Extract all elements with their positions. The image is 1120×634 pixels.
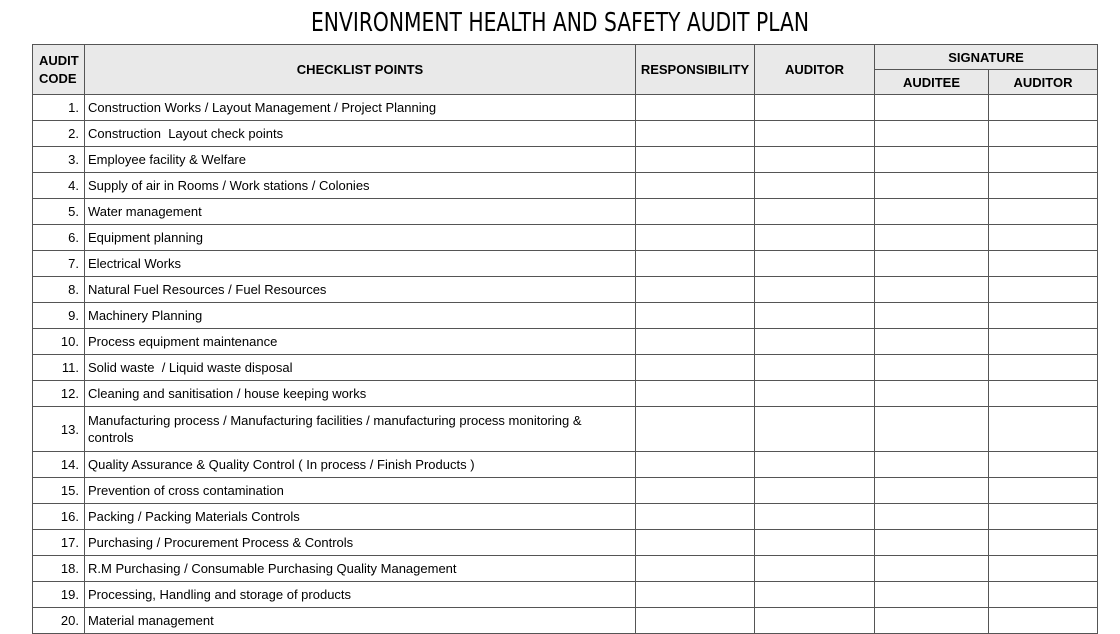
- auditor-cell[interactable]: [755, 530, 875, 556]
- responsibility-cell[interactable]: [636, 381, 755, 407]
- auditee-signature-cell[interactable]: [875, 452, 989, 478]
- header-signature: SIGNATURE: [875, 45, 1098, 70]
- audit-code-cell: 18.: [33, 556, 85, 582]
- responsibility-cell[interactable]: [636, 225, 755, 251]
- checklist-point-cell: Process equipment maintenance: [85, 329, 636, 355]
- audit-code-cell: 11.: [33, 355, 85, 381]
- checklist-point-cell: Construction Layout check points: [85, 121, 636, 147]
- auditor-signature-cell[interactable]: [989, 582, 1098, 608]
- responsibility-cell[interactable]: [636, 329, 755, 355]
- responsibility-cell[interactable]: [636, 504, 755, 530]
- checklist-point-cell: Quality Assurance & Quality Control ( In process / Finish Products ): [85, 452, 636, 478]
- responsibility-cell[interactable]: [636, 478, 755, 504]
- header-signature-auditee: AUDITEE: [875, 70, 989, 95]
- table-row: [33, 121, 1098, 147]
- checklist-point-cell: Material management: [85, 608, 636, 634]
- audit-code-cell: 15.: [33, 478, 85, 504]
- auditee-signature-cell[interactable]: [875, 478, 989, 504]
- auditor-cell[interactable]: [755, 478, 875, 504]
- header-auditor: AUDITOR: [755, 45, 875, 95]
- checklist-point-cell: Equipment planning: [85, 225, 636, 251]
- auditor-signature-cell[interactable]: [989, 407, 1098, 452]
- auditee-signature-cell[interactable]: [875, 407, 989, 452]
- table-row: [33, 582, 1098, 608]
- auditee-signature-cell[interactable]: [875, 251, 989, 277]
- audit-code-cell: 14.: [33, 452, 85, 478]
- responsibility-cell[interactable]: [636, 95, 755, 121]
- responsibility-cell[interactable]: [636, 199, 755, 225]
- auditor-cell[interactable]: [755, 504, 875, 530]
- auditor-cell[interactable]: [755, 121, 875, 147]
- auditee-signature-cell[interactable]: [875, 121, 989, 147]
- auditee-signature-cell[interactable]: [875, 225, 989, 251]
- auditee-signature-cell[interactable]: [875, 355, 989, 381]
- responsibility-cell[interactable]: [636, 251, 755, 277]
- table-row: [33, 95, 1098, 121]
- audit-code-cell: 20.: [33, 608, 85, 634]
- auditor-cell[interactable]: [755, 95, 875, 121]
- checklist-point-cell: Supply of air in Rooms / Work stations / Colonies: [85, 173, 636, 199]
- responsibility-cell[interactable]: [636, 355, 755, 381]
- auditor-cell[interactable]: [755, 251, 875, 277]
- header-audit-code-line2: CODE: [39, 70, 77, 86]
- audit-code-cell: 2.: [33, 121, 85, 147]
- checklist-point-cell: Employee facility & Welfare: [85, 147, 636, 173]
- auditor-cell[interactable]: [755, 147, 875, 173]
- audit-code-cell: 16.: [33, 504, 85, 530]
- auditor-signature-cell[interactable]: [989, 329, 1098, 355]
- audit-code-cell: 17.: [33, 530, 85, 556]
- audit-code-cell: 3.: [33, 147, 85, 173]
- auditee-signature-cell[interactable]: [875, 530, 989, 556]
- checklist-point-cell: Purchasing / Procurement Process & Controls: [85, 530, 636, 556]
- checklist-point-cell: Packing / Packing Materials Controls: [85, 504, 636, 530]
- auditee-signature-cell[interactable]: [875, 147, 989, 173]
- auditor-signature-cell[interactable]: [989, 303, 1098, 329]
- audit-code-cell: 6.: [33, 225, 85, 251]
- auditee-signature-cell[interactable]: [875, 329, 989, 355]
- table-row: [33, 329, 1098, 355]
- responsibility-cell[interactable]: [636, 556, 755, 582]
- checklist-point-cell: Solid waste / Liquid waste disposal: [85, 355, 636, 381]
- audit-code-cell: 10.: [33, 329, 85, 355]
- auditor-signature-cell[interactable]: [989, 381, 1098, 407]
- auditor-signature-cell[interactable]: [989, 173, 1098, 199]
- responsibility-cell[interactable]: [636, 582, 755, 608]
- auditor-signature-cell[interactable]: [989, 199, 1098, 225]
- auditor-signature-cell[interactable]: [989, 121, 1098, 147]
- header-checklist-points: CHECKLIST POINTS: [85, 45, 636, 95]
- auditee-signature-cell[interactable]: [875, 277, 989, 303]
- table-row: [33, 530, 1098, 556]
- checklist-point-cell: Manufacturing process / Manufacturing facilities / manufacturing process monitoring & controls: [85, 407, 636, 452]
- auditor-cell[interactable]: [755, 225, 875, 251]
- auditor-signature-cell[interactable]: [989, 452, 1098, 478]
- auditor-signature-cell[interactable]: [989, 251, 1098, 277]
- table-row: [33, 355, 1098, 381]
- table-row: [33, 381, 1098, 407]
- auditor-signature-cell[interactable]: [989, 147, 1098, 173]
- auditee-signature-cell[interactable]: [875, 303, 989, 329]
- auditor-cell[interactable]: [755, 303, 875, 329]
- table-row: [33, 251, 1098, 277]
- auditor-cell[interactable]: [755, 407, 875, 452]
- table-row: [33, 225, 1098, 251]
- table-row: [33, 478, 1098, 504]
- auditor-signature-cell[interactable]: [989, 504, 1098, 530]
- header-audit-code-line1: AUDIT: [39, 52, 79, 68]
- auditor-signature-cell[interactable]: [989, 95, 1098, 121]
- auditee-signature-cell[interactable]: [875, 381, 989, 407]
- audit-code-cell: 1.: [33, 95, 85, 121]
- audit-code-cell: 8.: [33, 277, 85, 303]
- audit-code-cell: 9.: [33, 303, 85, 329]
- checklist-point-cell: Natural Fuel Resources / Fuel Resources: [85, 277, 636, 303]
- responsibility-cell[interactable]: [636, 173, 755, 199]
- checklist-point-cell: Cleaning and sanitisation / house keeping works: [85, 381, 636, 407]
- auditor-signature-cell[interactable]: [989, 355, 1098, 381]
- checklist-point-cell: Electrical Works: [85, 251, 636, 277]
- auditee-signature-cell[interactable]: [875, 504, 989, 530]
- auditor-cell[interactable]: [755, 381, 875, 407]
- table-row: [33, 303, 1098, 329]
- auditor-signature-cell[interactable]: [989, 556, 1098, 582]
- table-row: [33, 556, 1098, 582]
- responsibility-cell[interactable]: [636, 452, 755, 478]
- checklist-point-cell: Water management: [85, 199, 636, 225]
- auditor-cell[interactable]: [755, 355, 875, 381]
- responsibility-cell[interactable]: [636, 303, 755, 329]
- header-audit-code: [33, 45, 85, 95]
- audit-plan-table: [32, 44, 1098, 634]
- audit-code-cell: 7.: [33, 251, 85, 277]
- responsibility-cell[interactable]: [636, 277, 755, 303]
- responsibility-cell[interactable]: [636, 407, 755, 452]
- auditor-cell[interactable]: [755, 173, 875, 199]
- auditee-signature-cell[interactable]: [875, 556, 989, 582]
- table-row: [33, 504, 1098, 530]
- auditor-signature-cell[interactable]: [989, 478, 1098, 504]
- auditee-signature-cell[interactable]: [875, 582, 989, 608]
- auditor-cell[interactable]: [755, 582, 875, 608]
- audit-code-cell: 4.: [33, 173, 85, 199]
- auditor-cell[interactable]: [755, 277, 875, 303]
- checklist-point-cell: Construction Works / Layout Management / Project Planning: [85, 95, 636, 121]
- checklist-point-cell: R.M Purchasing / Consumable Purchasing Quality Management: [85, 556, 636, 582]
- auditor-cell[interactable]: [755, 452, 875, 478]
- auditor-signature-cell[interactable]: [989, 530, 1098, 556]
- auditee-signature-cell[interactable]: [875, 173, 989, 199]
- audit-code-cell: 13.: [33, 407, 85, 452]
- auditor-cell[interactable]: [755, 329, 875, 355]
- responsibility-cell[interactable]: [636, 147, 755, 173]
- audit-code-cell: 12.: [33, 381, 85, 407]
- responsibility-cell[interactable]: [636, 530, 755, 556]
- header-responsibility: RESPONSIBILITY: [636, 45, 755, 95]
- audit-code-cell: 5.: [33, 199, 85, 225]
- auditee-signature-cell[interactable]: [875, 199, 989, 225]
- checklist-point-cell: Machinery Planning: [85, 303, 636, 329]
- table-row: [33, 452, 1098, 478]
- table-row: [33, 173, 1098, 199]
- table-row: [33, 147, 1098, 173]
- auditor-cell[interactable]: [755, 199, 875, 225]
- checklist-point-cell: Prevention of cross contamination: [85, 478, 636, 504]
- page-title: ENVIRONMENT HEALTH AND SAFETY AUDIT PLAN: [310, 8, 810, 38]
- auditor-cell[interactable]: [755, 556, 875, 582]
- table-row: [33, 277, 1098, 303]
- responsibility-cell[interactable]: [636, 121, 755, 147]
- header-signature-auditor: AUDITOR: [989, 70, 1098, 95]
- table-row: [33, 407, 1098, 452]
- checklist-point-cell: Processing, Handling and storage of products: [85, 582, 636, 608]
- auditee-signature-cell[interactable]: [875, 95, 989, 121]
- auditor-signature-cell[interactable]: [989, 277, 1098, 303]
- auditor-signature-cell[interactable]: [989, 225, 1098, 251]
- audit-code-cell: 19.: [33, 582, 85, 608]
- table-row: [33, 199, 1098, 225]
